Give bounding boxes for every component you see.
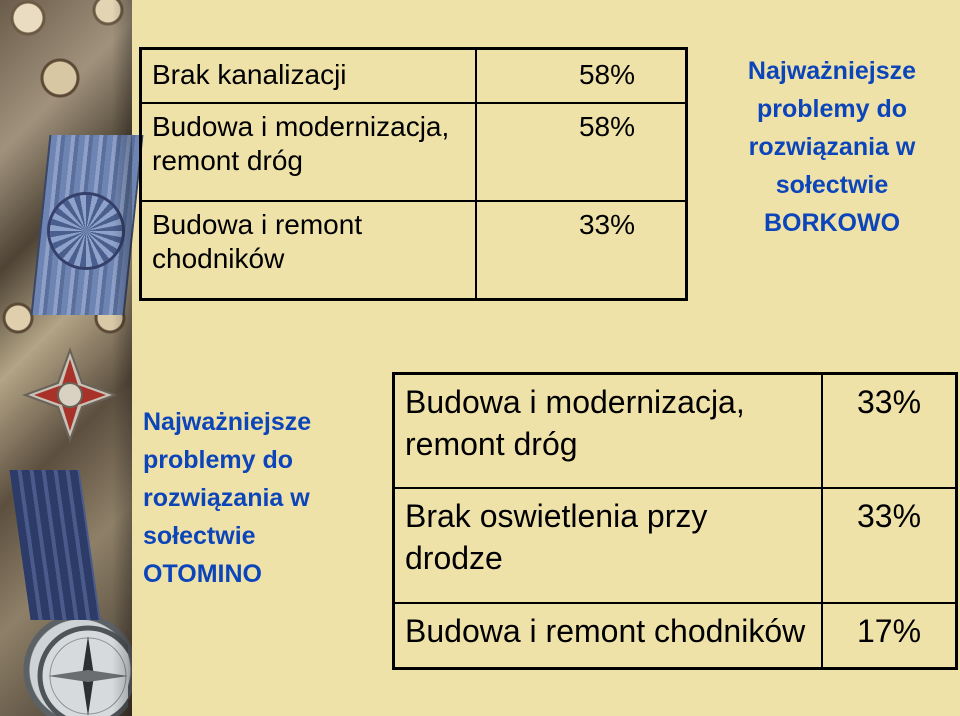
problem-cell: Brak kanalizacji: [141, 49, 477, 104]
heading-line: rozwiązania w: [143, 484, 310, 512]
otomino-problems-table: [392, 372, 958, 670]
percent-cell: 33%: [822, 488, 957, 602]
percent-cell: 17%: [822, 603, 957, 669]
otomino-heading: [143, 403, 383, 593]
table-row: [394, 488, 957, 602]
rosette-image: [50, 195, 122, 267]
borkowo-problems-table: [139, 47, 688, 301]
problem-cell: Budowa i remont chodników: [394, 603, 823, 669]
problem-cell: Budowa i modernizacja, remont dróg: [141, 103, 477, 201]
heading-line: rozwiązania w: [748, 133, 916, 161]
table-row: [394, 603, 957, 669]
percent-cell: 33%: [822, 374, 957, 489]
heading-line: sołectwie: [143, 522, 256, 550]
percent-cell: 58%: [476, 103, 687, 201]
percent-cell: 33%: [476, 201, 687, 300]
heading-line: Najważniejsze: [747, 57, 917, 85]
table-row: [141, 49, 687, 104]
heading-line: sołectwie: [775, 171, 889, 199]
heading-line: problemy do: [143, 446, 294, 474]
percent-cell: 58%: [476, 49, 687, 104]
problem-cell: Brak oswietlenia przy drodze: [394, 488, 823, 602]
problem-cell: Budowa i modernizacja, remont dróg: [394, 374, 823, 489]
table-row: [394, 374, 957, 489]
medal-cross-icon: [20, 345, 120, 445]
decorative-photo-strip: [0, 0, 132, 716]
table-row: [141, 103, 687, 201]
heading-line: problemy do: [756, 95, 907, 123]
dark-ribbon-image: [9, 470, 100, 620]
compass-icon: [28, 616, 128, 716]
problem-cell: Budowa i remont chodników: [141, 201, 477, 300]
borkowo-heading: [706, 52, 958, 242]
heading-line: BORKOWO: [763, 209, 901, 237]
heading-line: Najważniejsze: [143, 408, 312, 436]
blue-ribbon-image: [31, 135, 144, 315]
heading-line: OTOMINO: [143, 560, 262, 588]
table-row: [141, 201, 687, 300]
